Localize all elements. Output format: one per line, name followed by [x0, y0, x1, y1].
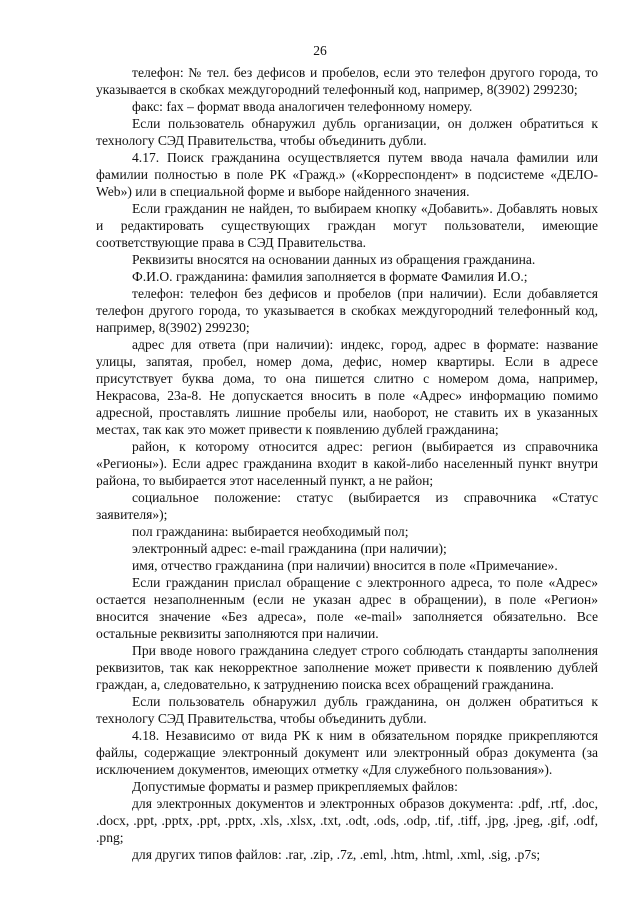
- paragraph-citizen-duplicate: Если пользователь обнаружил дубль гражданина, он должен обратиться к технологу СЭД Правительства, чтобы объединить дубли.: [96, 694, 598, 726]
- paragraph-citizen-phone: телефон: телефон без дефисов и пробелов (при наличии). Если добавляется телефон другого города, то указывается в скобках междугородний телефонный код, например, 8(3902) 299230;: [96, 286, 598, 335]
- page-number: 26: [313, 43, 327, 58]
- paragraph-input-standards: При вводе нового гражданина следует строго соблюдать стандарты заполнения реквизитов, так как некорректное заполнение может привести к появлению дублей граждан, а, следовательно, к затруднению поиска всех обращений гражданина.: [96, 643, 598, 692]
- paragraph-gender: пол гражданина: выбирается необходимый пол;: [132, 524, 409, 539]
- paragraph-section-4-18: 4.18. Независимо от вида РК к ним в обязательном порядке прикрепляются файлы, содержащие электронный документ или электронный образ документа (за исключением документов, имеющих отметку «Для служебного пользования»).: [96, 728, 598, 777]
- paragraph-citizen-name: Ф.И.О. гражданина: фамилия заполняется в формате Фамилия И.О.;: [132, 269, 528, 284]
- paragraph-email: электронный адрес: e-mail гражданина (при наличии);: [132, 541, 447, 556]
- paragraph-social-status: социальное положение: статус (выбирается из справочника «Статус заявителя»);: [96, 490, 598, 522]
- paragraph-allowed-formats: Допустимые форматы и размер прикрепляемых файлов:: [132, 779, 458, 794]
- paragraph-fax-format: факс: fax – формат ввода аналогичен телефонному номеру.: [132, 99, 473, 114]
- paragraph-email-appeal: Если гражданин прислал обращение с электронного адреса, то поле «Адрес» остается незаполненным (если не указан адрес в обращении), в поле «Регион» вносится значение «Без адреса», поле «e-mail» заполняется обязательно. Все остальные реквизиты заполняются при наличии.: [96, 575, 598, 641]
- paragraph-document-formats: для электронных документов и электронных образов документа: .pdf, .rtf, .doc, .docx, .ppt, .pptx, .ppt, .pptx, .xls, .xlsx, .txt, .odt, .ods, .odp, .tif, .tiff, .jpg, .jpeg, .gif, .odf, .png;: [96, 796, 598, 845]
- paragraph-requisites-source: Реквизиты вносятся на основании данных из обращения гражданина.: [132, 252, 536, 267]
- paragraph-name-patronymic: имя, отчество гражданина (при наличии) вносится в поле «Примечание».: [132, 558, 558, 573]
- paragraph-other-formats: для других типов файлов: .rar, .zip, .7z, .eml, .htm, .html, .xml, .sig, .p7s;: [132, 847, 541, 862]
- paragraph-section-4-17: 4.17. Поиск гражданина осуществляется путем ввода начала фамилии или фамилии полностью в поле РК «Гражд.» («Корреспондент» в подсистеме «ДЕЛО-Web») или в специальной форме и выборе найденного значения.: [96, 150, 598, 199]
- document-body: [96, 64, 598, 863]
- paragraph-org-duplicate: Если пользователь обнаружил дубль организации, он должен обратиться к технологу СЭД Правительства, чтобы объединить дубли.: [96, 116, 598, 148]
- paragraph-citizen-address: адрес для ответа (при наличии): индекс, город, адрес в формате: название улицы, запятая, пробел, номер дома, дефис, номер квартиры. Если в адресе присутствует буква дома, то она пишется слитно с номером дома, например, Некрасова, 23а-8. Не допускается вносить в поле «Адрес» информацию помимо адресной, проставлять лишние пробелы или, наоборот, не ставить их в указанных местах, так как это может привести к появлению дублей гражданина;: [96, 337, 598, 437]
- paragraph-phone-format: телефон: № тел. без дефисов и пробелов, если это телефон другого города, то указывается в скобках междугородний телефонный код, например, 8(3902) 299230;: [96, 65, 598, 97]
- paragraph-citizen-district: район, к которому относится адрес: регион (выбирается из справочника «Регионы»). Если адрес гражданина входит в какой-либо населенный пункт внутри района, то выбирается этот населенный пункт, а не район;: [96, 439, 598, 488]
- paragraph-add-citizen: Если гражданин не найден, то выбираем кнопку «Добавить». Добавлять новых и редактировать существующих граждан могут пользователи, имеющие соответствующие права в СЭД Правительства.: [96, 201, 598, 250]
